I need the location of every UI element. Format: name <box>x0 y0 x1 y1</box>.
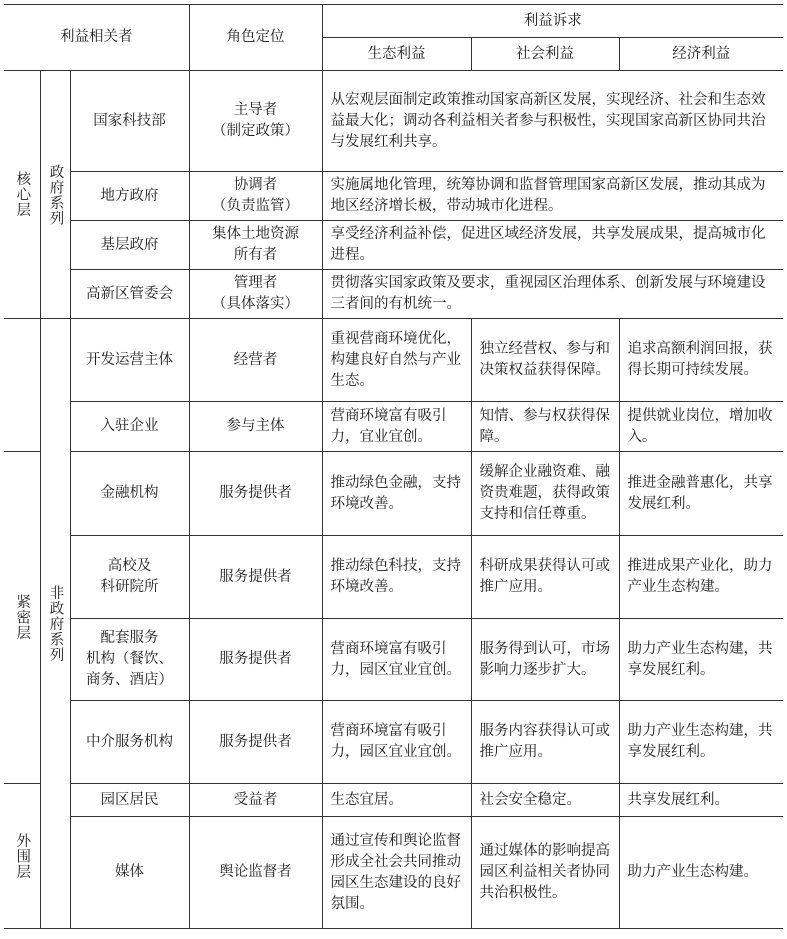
layer-close: 紧密层 <box>4 452 40 784</box>
role-cell: 主导者 （制定政策） <box>189 71 322 172</box>
stakeholder-name: 中介服务机构 <box>70 701 189 784</box>
table-row <box>4 402 783 452</box>
stakeholder-name: 园区居民 <box>70 784 189 817</box>
eco-demand-cell: 重视营商环境优化，构建良好自然与产业生态。 <box>322 319 471 402</box>
table-row <box>4 319 783 402</box>
merged-demand-cell: 从宏观层面制定政策推动国家高新区发展，实现经济、社会和生态效益最大化；调动各利益相关者参与积极性，实现国家高新区协同共治与发展红利共享。 <box>322 71 783 172</box>
role-cell: 服务提供者 <box>189 619 322 701</box>
table-row <box>4 701 783 784</box>
layer-outer: 外围层 <box>4 784 40 929</box>
social-demand-cell: 独立经营权、参与和决策权益获得保障。 <box>471 319 619 402</box>
merged-demand-cell: 享受经济利益补偿，促进区域经济发展，共享发展成果，提高城市化进程。 <box>322 221 783 270</box>
social-demand-cell: 通过媒体的影响提高园区利益相关者协同共治积极性。 <box>471 817 619 929</box>
role-cell: 舆论监督者 <box>189 817 322 929</box>
role-cell: 受益者 <box>189 784 322 817</box>
header-econ: 经济利益 <box>619 38 783 71</box>
eco-demand-cell: 营商环境富有吸引力，园区宜业宜创。 <box>322 619 471 701</box>
econ-demand-cell: 追求高额利润回报，获得长期可持续发展。 <box>619 319 783 402</box>
stakeholder-name: 地方政府 <box>70 172 189 221</box>
stakeholder-name: 高新区管委会 <box>70 270 189 319</box>
stakeholder-name: 金融机构 <box>70 452 189 536</box>
econ-demand-cell: 助力产业生态构建。 <box>619 817 783 929</box>
econ-demand-cell: 共享发展红利。 <box>619 784 783 817</box>
table-row <box>4 817 783 929</box>
role-cell: 服务提供者 <box>189 701 322 784</box>
table-row <box>4 172 783 221</box>
stakeholder-name: 基层政府 <box>70 221 189 270</box>
role-cell: 服务提供者 <box>189 536 322 619</box>
stakeholder-name: 高校及 科研院所 <box>70 536 189 619</box>
social-demand-cell: 服务内容获得认可或推广应用。 <box>471 701 619 784</box>
merged-demand-cell: 实施属地化管理，统筹协调和监督管理国家高新区发展，推动其成为地区经济增长极，带动城市化进程。 <box>322 172 783 221</box>
eco-demand-cell: 生态宜居。 <box>322 784 471 817</box>
table-row <box>4 221 783 270</box>
header-demands: 利益诉求 <box>322 5 783 38</box>
eco-demand-cell: 推动绿色金融，支持环境改善。 <box>322 452 471 536</box>
eco-demand-cell: 通过宣传和舆论监督形成全社会共同推动园区生态建设的良好氛围。 <box>322 817 471 929</box>
eco-demand-cell: 营商环境富有吸引力，宜业宜创。 <box>322 402 471 452</box>
social-demand-cell: 服务得到认可，市场影响力逐步扩大。 <box>471 619 619 701</box>
eco-demand-cell: 营商环境富有吸引力，园区宜业宜创。 <box>322 701 471 784</box>
header-stakeholder: 利益相关者 <box>4 5 189 71</box>
econ-demand-cell: 推进金融普惠化，共享发展红利。 <box>619 452 783 536</box>
role-cell: 协调者 （负责监管） <box>189 172 322 221</box>
table-row <box>4 270 783 319</box>
role-cell: 管理者 （具体落实） <box>189 270 322 319</box>
social-demand-cell: 科研成果获得认可或推广应用。 <box>471 536 619 619</box>
econ-demand-cell: 推进成果产业化，助力产业生态构建。 <box>619 536 783 619</box>
role-cell: 服务提供者 <box>189 452 322 536</box>
stakeholder-name: 开发运营主体 <box>70 319 189 402</box>
stakeholder-name: 国家科技部 <box>70 71 189 172</box>
header-eco: 生态利益 <box>322 38 471 71</box>
role-cell: 参与主体 <box>189 402 322 452</box>
header-row-1 <box>4 5 783 38</box>
stakeholder-name: 媒体 <box>70 817 189 929</box>
role-cell: 经营者 <box>189 319 322 402</box>
social-demand-cell: 缓解企业融资难、融资贵难题，获得政策支持和信任尊重。 <box>471 452 619 536</box>
header-social: 社会利益 <box>471 38 619 71</box>
system-nongov: 非政府系列 <box>40 319 70 929</box>
stakeholder-table <box>4 4 783 929</box>
role-cell: 集体土地资源 所有者 <box>189 221 322 270</box>
econ-demand-cell: 提供就业岗位，增加收入。 <box>619 402 783 452</box>
stakeholder-name: 配套服务 机构（餐饮、 商务、酒店） <box>70 619 189 701</box>
table-row <box>4 536 783 619</box>
social-demand-cell: 知情、参与权获得保障。 <box>471 402 619 452</box>
eco-demand-cell: 推动绿色科技，支持环境改善。 <box>322 536 471 619</box>
system-gov: 政府系列 <box>40 71 70 319</box>
table-row <box>4 784 783 817</box>
table-row <box>4 71 783 172</box>
layer-core: 核心层 <box>4 71 40 319</box>
table-row <box>4 452 783 536</box>
econ-demand-cell: 助力产业生态构建，共享发展红利。 <box>619 619 783 701</box>
merged-demand-cell: 贯彻落实国家政策及要求，重视园区治理体系、创新发展与环境建设三者间的有机统一。 <box>322 270 783 319</box>
social-demand-cell: 社会安全稳定。 <box>471 784 619 817</box>
table-row <box>4 619 783 701</box>
layer-core-continuation <box>4 319 40 452</box>
header-role: 角色定位 <box>189 5 322 71</box>
econ-demand-cell: 助力产业生态构建，共享发展红利。 <box>619 701 783 784</box>
stakeholder-name: 入驻企业 <box>70 402 189 452</box>
